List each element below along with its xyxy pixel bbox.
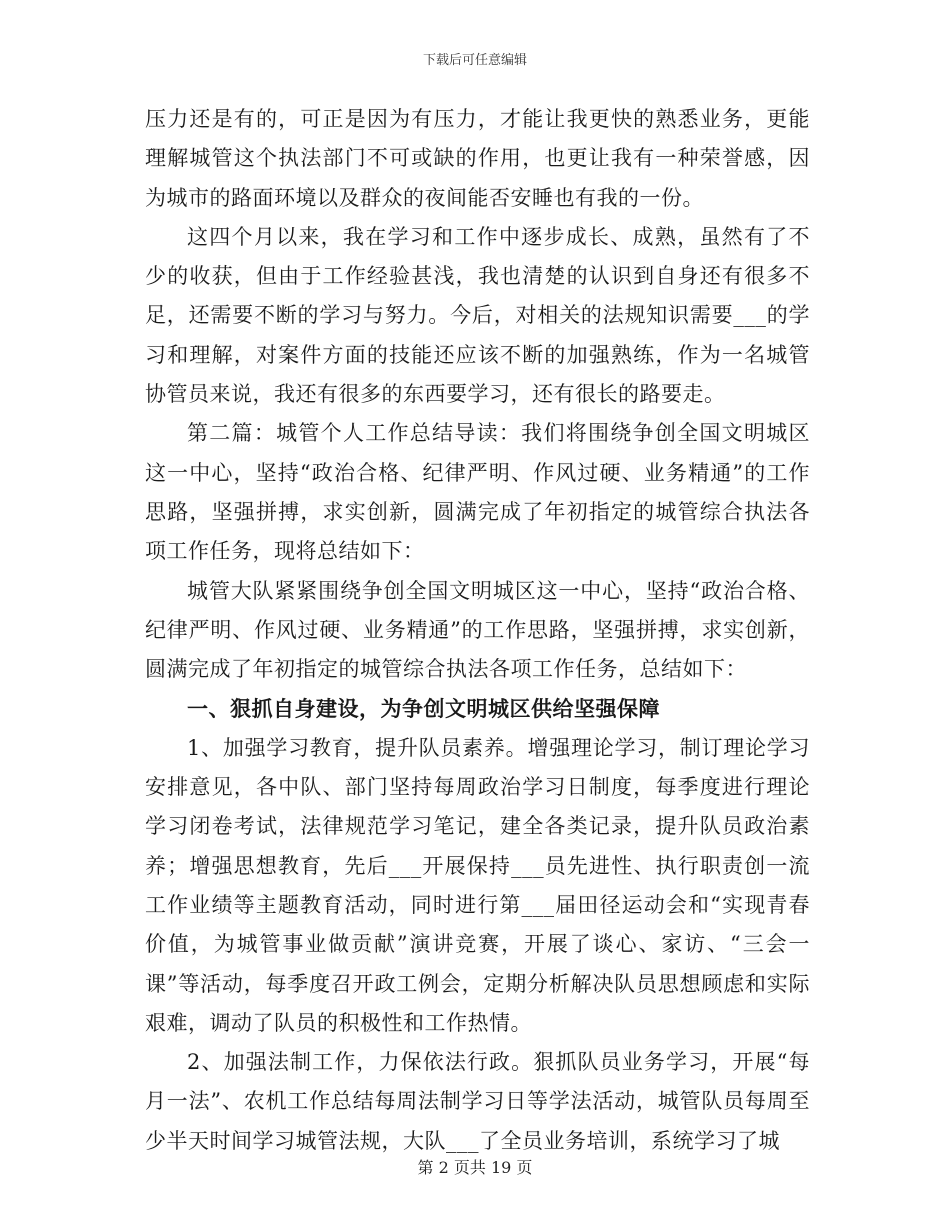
paragraph-continuation: 压力还是有的，可正是因为有压力，才能让我更快的熟悉业务，更能理解城管这个执法部门不可或缺的作用，也更让我有一种荣誉感，因为城市的路面环境以及群众的夜间能否安睡也有我的一份。 <box>145 107 810 210</box>
paragraph-section-intro: 第二篇：城管个人工作总结导读：我们将围绕争创全国文明城区这一中心，坚持“政治合格、纪律严明、作风过硬、业务精通”的工作思路，坚强拼搏，求实创新，圆满完成了年初指定的城管综合执法各项工作任务，现将总结如下： <box>145 421 810 564</box>
paragraph: 这四个月以来，我在学习和工作中逐步成长、成熟，虽然有了不少的收获，但由于工作经验甚浅，我也清楚的认识到自身还有很多不足，还需要不断的学习与努力。今后，对相关的法规知识需要___的学习和理解，对案件方面的技能还应该不断的加强熟练，作为一名城管协管员来说，我还有很多的东西要学习，还有很长的路要走。 <box>145 224 810 407</box>
document-body <box>145 100 810 1161</box>
paragraph: 城管大队紧紧围绕争创全国文明城区这一中心，坚持“政治合格、纪律严明、作风过硬、业务精通”的工作思路，坚强拼搏，求实创新，圆满完成了年初指定的城管综合执法各项工作任务，总结如下： <box>145 578 810 682</box>
paragraph-item-2: 2、加强法制工作，力保依法行政。狠抓队员业务学习，开展“每月一法”、农机工作总结每周法制学习日等学法活动，城管队员每周至少半天时间学习城管法规，大队___了全员业务培训，系统学习了城 <box>145 1050 810 1153</box>
section-heading: 一、狠抓自身建设，为争创文明城区供给坚强保障 <box>187 696 660 722</box>
page-header: 下载后可任意编辑 <box>422 53 527 68</box>
page-footer: 第 2 页共 19 页 <box>417 1158 533 1177</box>
paragraph-item-1: 1、加强学习教育，提升队员素养。增强理论学习，制订理论学习安排意见，各中队、部门坚持每周政治学习日制度，每季度进行理论学习闭卷考试，法律规范学习笔记，建全各类记录，提升队员政治素养；增强思想教育，先后___开展保持___员先进性、执行职责创一流工作业绩等主题教育活动，同时进行第___届田径运动会和“实现青春价值，为城管事业做贡献”演讲竞赛，开展了谈心、家访、“三会一课”等活动，每季度召开政工例会，定期分析解决队员思想顾虑和实际艰难，调动了队员的积极性和工作热情。 <box>145 735 810 1035</box>
